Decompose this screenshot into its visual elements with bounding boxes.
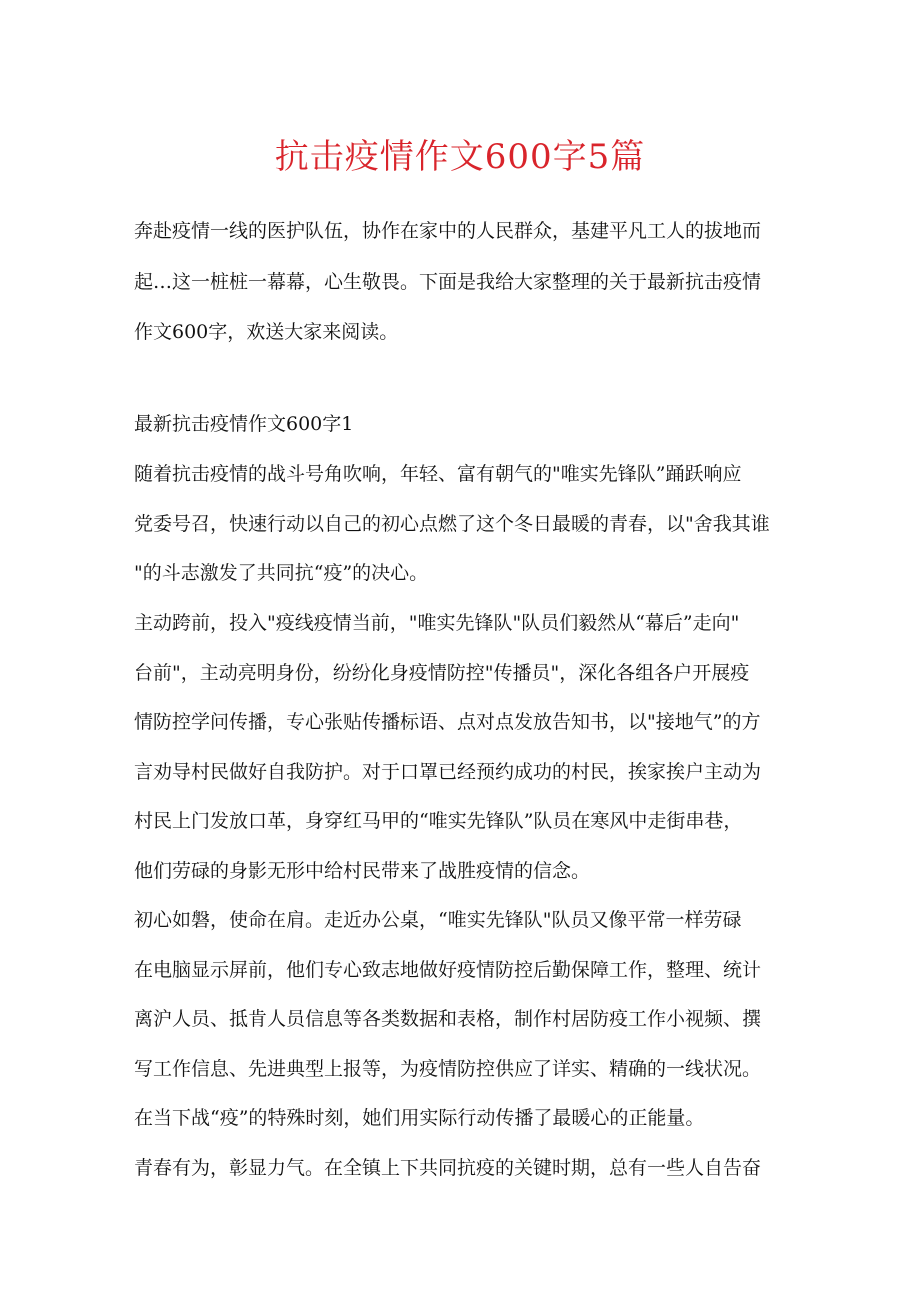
paragraph-line: 离沪人员、抵肯人员信息等各类数据和表格，制作村居防疫工作小视频、撰 <box>134 1008 762 1030</box>
paragraph-line: "的斗志激发了共同抗“疫”的决心。 <box>134 562 429 584</box>
paragraph-line: 台前"，主动亮明身份，纷纷化身疫情防控"传播员"，深化各组各户开展疫 <box>134 662 750 684</box>
paragraph-line: 党委号召，快速行动以自己的初心点燃了这个冬日最暖的青春，以"舍我其谁 <box>134 513 770 535</box>
paragraph-line: 在当下战“疫”的特殊时刻，她们用实际行动传播了最暖心的正能量。 <box>134 1107 705 1129</box>
paragraph-line: 在电脑显示屏前，他们专心致志地做好疫情防控后勤保障工作，整理、统计 <box>134 959 762 981</box>
intro-line: 起…这一桩桩一幕幕，心生敬畏。下面是我给大家整理的关于最新抗击疫情 <box>134 271 762 293</box>
paragraph-line: 言劝导村民做好自我防护。对于口罩已经预约成功的村民，挨家挨户主动为 <box>134 761 762 783</box>
paragraph-line: 随着抗击疫情的战斗号角吹响，年轻、富有朝气的"唯实先锋队”踊跃响应 <box>134 463 742 485</box>
document-title: 抗击疫情作文600字5篇 <box>274 137 646 177</box>
section-heading: 最新抗击疫情作文600字1 <box>134 413 354 435</box>
paragraph-line: 主动跨前，投入"疫线疫情当前，"唯实先锋队"队员们毅然从“幕后”走向" <box>134 612 740 634</box>
intro-line: 作文600字，欢送大家来阅读。 <box>134 321 399 343</box>
paragraph-line: 情防控学问传播，专心张贴传播标语、点对点发放告知书，以"接地气”的方 <box>134 711 761 733</box>
paragraph-line: 初心如磐，使命在肩。走近办公桌，“唯实先锋队"队员又像平常一样劳碌 <box>134 909 742 931</box>
paragraph-line: 写工作信息、先进典型上报等，为疫情防控供应了详实、精确的一线状况。 <box>134 1058 762 1080</box>
paragraph-line: 村民上门发放口革，身穿红马甲的“唯实先锋队”队员在寒风中走街串巷， <box>134 810 743 832</box>
paragraph-line: 青春有为，彰显力气。在全镇上下共同抗疫的关键时期，总有一些人自告奋 <box>134 1157 762 1179</box>
intro-line: 奔赴疫情一线的医护队伍，协作在家中的人民群众，基建平凡工人的拔地而 <box>134 220 762 242</box>
paragraph-line: 他们劳碌的身影无形中给村民带来了战胜疫情的信念。 <box>134 860 591 882</box>
